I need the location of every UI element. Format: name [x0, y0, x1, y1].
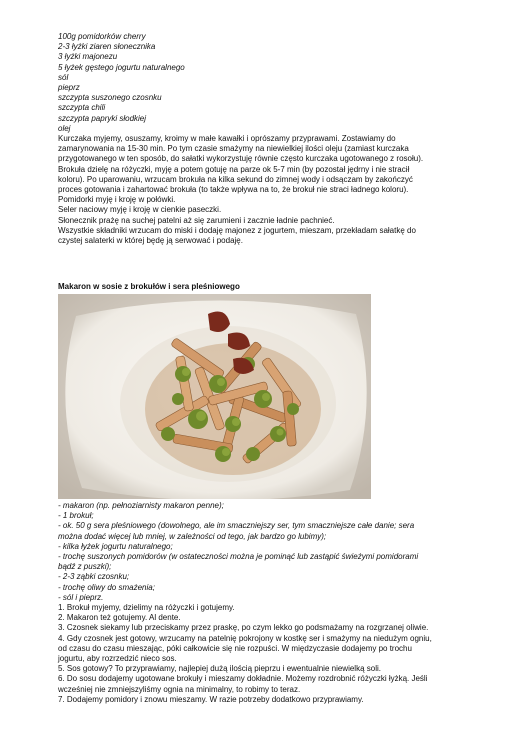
ingredient-line: - 1 brokuł;: [58, 511, 94, 521]
ingredient-line: można dodać więcej lub mniej, w zależności od tego, jak bardzo go lubimy);: [58, 531, 327, 541]
ingredients-list-2: [58, 501, 498, 603]
ingredient-line: 100g pomidorków cherry: [58, 32, 146, 41]
ingredient-line: szczypta suszonego czosnku: [58, 93, 162, 103]
ingredient-line: olej: [58, 123, 71, 133]
step-line: 5. Sos gotowy? To przyprawiamy, najlepiej dużą ilością pieprzu i ewentualnie niewielką soli.: [58, 664, 381, 674]
instruction-line: Brokuła dzielę na różyczki, myję a potem gotuję na parze ok 5-7 min (by pozostał jędrny i nie stracił: [58, 164, 410, 174]
step-line: 6. Do sosu dodajemy ugotowane brokuły i mieszamy dokładnie. Możemy rozdrobnić różyczki łyżką. Jeśli: [58, 674, 428, 684]
recipe2-section: [58, 501, 498, 705]
ingredient-line: - sól i pieprz.: [58, 592, 104, 602]
pasta-dish-photo: [58, 294, 371, 499]
ingredient-line: szczypta papryki słodkiej: [58, 113, 147, 123]
instructions-1: [58, 134, 478, 246]
step-line: od czasu do czasu mieszając, póki całkowicie się nie rozpuści. W międzyczasie dodajemy po trochu: [58, 643, 412, 653]
instruction-line: Słonecznik prażę na suchej patelni aż się zarumieni i zacznie ładnie pachnieć.: [58, 215, 335, 225]
recipe2-title: Makaron w sosie z brokułów i sera pleśniowego: [58, 282, 240, 291]
pasta-dish-illustration: [58, 294, 371, 499]
step-line: 1. Brokuł myjemy, dzielimy na różyczki i gotujemy.: [58, 603, 235, 613]
instruction-line: Wszystkie składniki wrzucam do miski i dodaję majonez z jogurtem, mieszam, przekładam sałatkę do: [58, 225, 416, 235]
instruction-line: Seler naciowy myję i kroję w cienkie paseczki.: [58, 205, 222, 215]
ingredients-list-1: [58, 32, 478, 134]
ingredient-line: bądź z puszki);: [58, 562, 112, 572]
ingredient-line: sól: [58, 72, 69, 82]
ingredient-line: pieprz: [58, 83, 80, 93]
ingredient-line: - trochę oliwy do smażenia;: [58, 582, 155, 592]
ingredient-line: - ok. 50 g sera pleśniowego (dowolnego, ale im smaczniejszy ser, tym smaczniejsze całe danie; sera: [58, 521, 415, 531]
step-line: 7. Dodajemy pomidory i znowu mieszamy. W razie potrzeby dodatkowo przyprawiamy.: [58, 694, 364, 704]
ingredient-line: 3 łyżki majonezu: [58, 52, 118, 62]
ingredient-line: - 2-3 ząbki czosnku;: [58, 572, 130, 582]
ingredient-line: 5 łyżek gęstego jogurtu naturalnego: [58, 62, 185, 72]
instruction-line: Pomidorki myję i kroję w połówki.: [58, 195, 176, 205]
instruction-line: Kurczaka myjemy, osuszamy, kroimy w małe kawałki i oprószamy przyprawami. Zostawiamy do: [58, 134, 396, 144]
instruction-line: czystej salaterki w której będę ją serwować i podaję.: [58, 236, 243, 246]
step-line: 4. Gdy czosnek jest gotowy, wrzucamy na patelnię pokrojony w kostkę ser i smażymy na niedużym ogniu,: [58, 633, 432, 643]
ingredient-line: - kilka łyżek jogurtu naturalnego;: [58, 541, 173, 551]
ingredient-line: szczypta chili: [58, 103, 106, 113]
ingredient-line: 2-3 łyżki ziaren słonecznika: [58, 42, 156, 52]
ingredient-line: - makaron (np. pełnoziarnisty makaron penne);: [58, 501, 224, 510]
instruction-line: proces gotowania i zahartować brokuła (to także wpływa na to, że brokuł nie straci ładnego koloru).: [58, 185, 409, 195]
step-line: 3. Czosnek siekamy lub przeciskamy przez praskę, po czym lekko go podsmażamy na rozgrzanej oliwie.: [58, 623, 429, 633]
step-line: jogurtu, aby rozrzedzić nieco sos.: [58, 654, 177, 664]
ingredient-line: - trochę suszonych pomidorów (w ostateczności można je pominąć lub zastąpić świeżymi pomidorami: [58, 552, 419, 562]
step-line: wcześniej nie zmniejszyliśmy ognia na minimalny, to robimy to teraz.: [58, 684, 301, 694]
instruction-line: koloru). Po uparowaniu, wrzucam brokuła na kilka sekund do zimnej wody i odsączam by zakończyć: [58, 174, 413, 184]
steps-2: [58, 603, 498, 705]
instruction-line: zamarynowania na 15-30 min. Po tym czasie smażymy na niewielkiej ilości oleju (zamiast kurczaka: [58, 144, 409, 154]
instruction-line: przygotowanego w ten sposób, do sałatki wykorzystuję równie często kurczaka ugotowanego z rosołu).: [58, 154, 424, 164]
recipe1-section: [58, 32, 478, 246]
step-line: 2. Makaron też gotujemy. Al dente.: [58, 613, 181, 623]
